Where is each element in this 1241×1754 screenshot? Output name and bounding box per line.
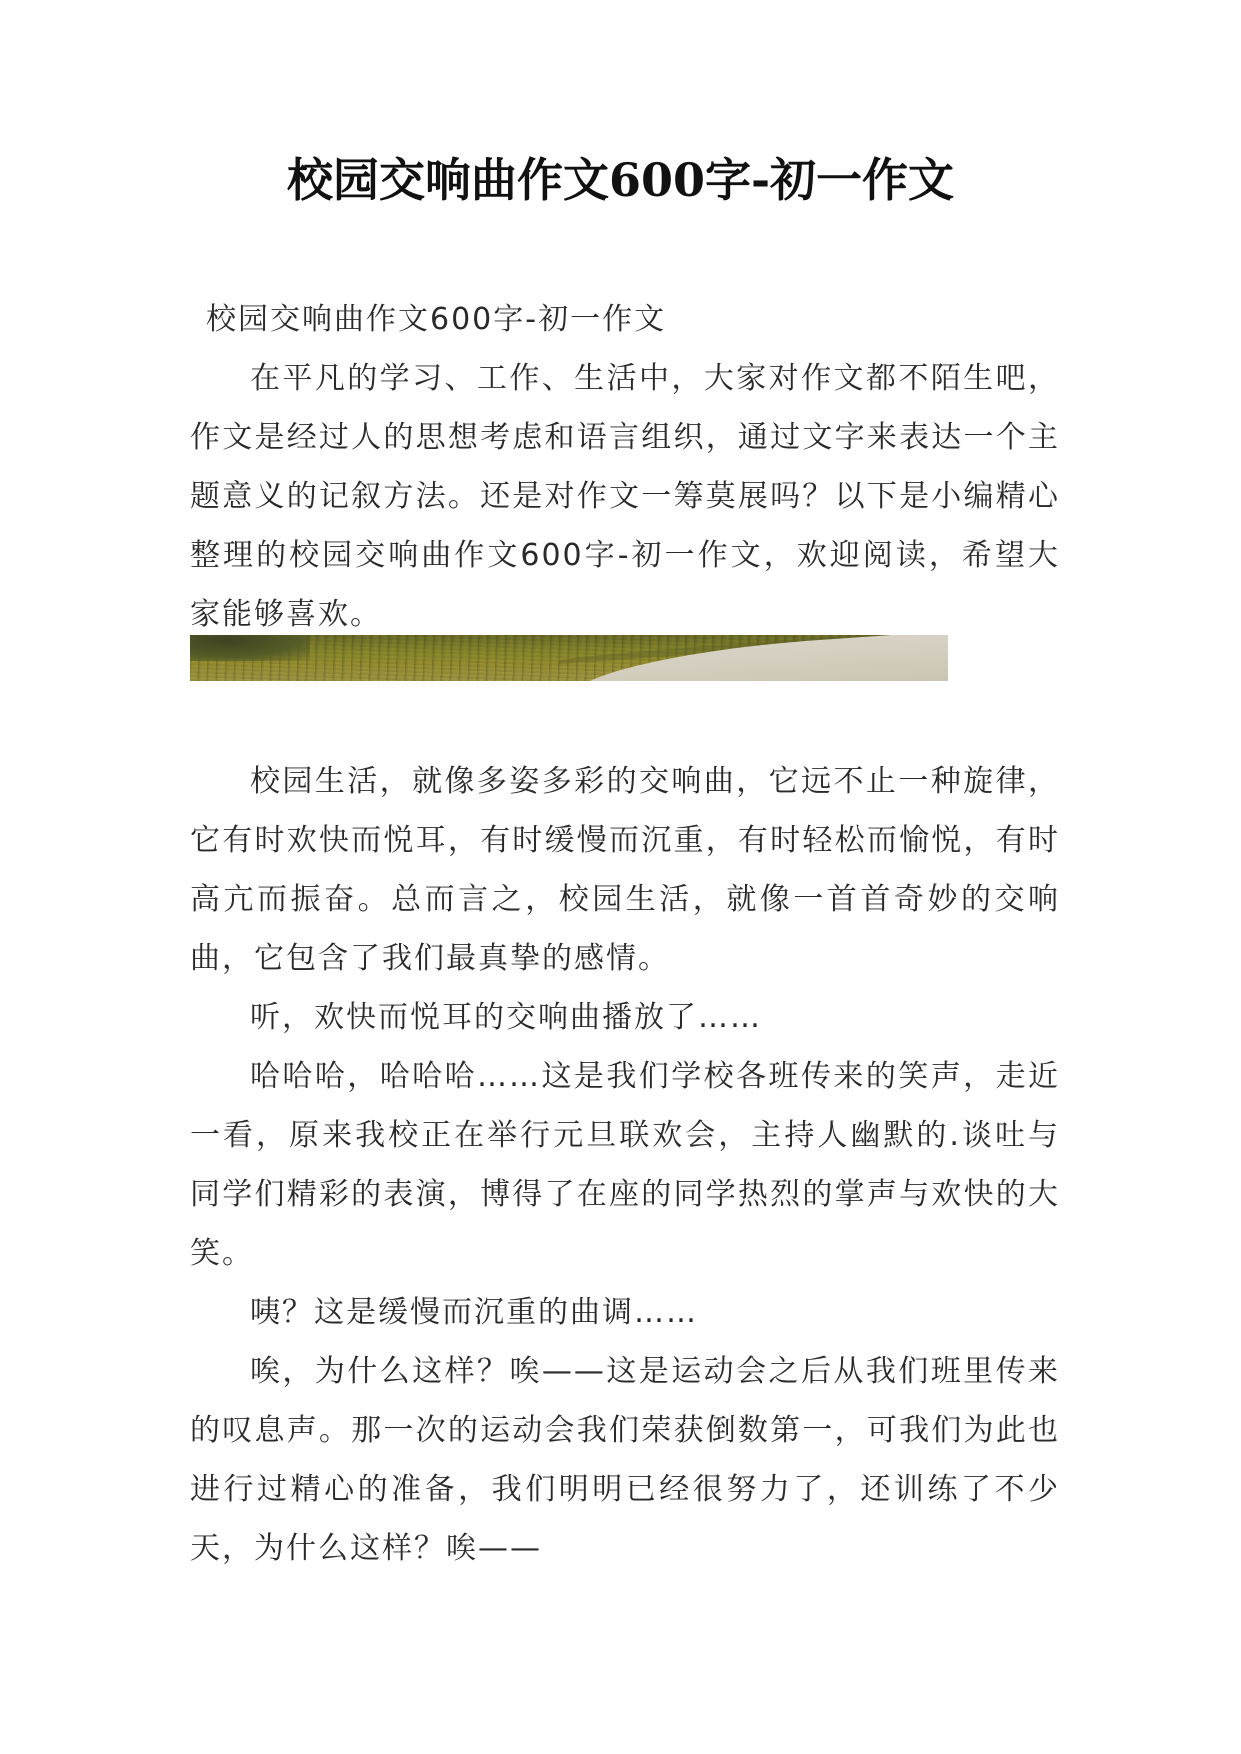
body-paragraph: 咦？这是缓慢而沉重的曲调…… [250,1295,698,1330]
body-paragraph: 唉，为什么这样？唉——这是运动会之后从我们班里传来的叹息声。那一次的运动会我们荣获倒数第一，可我们为此也进行过精心的准备，我们明明已经很努力了，还训练了不少天，为什么这样？唉—— [190,1354,1060,1566]
document-subtitle: 校园交响曲作文600字-初一作文 [206,302,667,337]
body-paragraph: 听，欢快而悦耳的交响曲播放了…… [250,1000,762,1035]
essay-body [190,752,1060,1578]
document-title: 校园交响曲作文600字-初一作文 [286,153,955,207]
intro-paragraph: 在平凡的学习、工作、生活中，大家对作文都不陌生吧，作文是经过人的思想考虑和语言组织，通过文字来表达一个主题意义的记叙方法。还是对作文一筹莫展吗？以下是小编精心整理的校园交响曲作文600字-初一作文，欢迎阅读，希望大家能够喜欢。 [190,361,1060,632]
tree-shadow [190,635,310,661]
intro-section [190,290,1060,644]
body-paragraph: 哈哈哈，哈哈哈……这是我们学校各班传来的笑声，走近一看，原来我校正在举行元旦联欢会，主持人幽默的.谈吐与同学们精彩的表演，博得了在座的同学热烈的掌声与欢快的大笑。 [190,1059,1060,1271]
body-paragraph: 校园生活，就像多姿多彩的交响曲，它远不止一种旋律，它有时欢快而悦耳，有时缓慢而沉重，有时轻松而愉悦，有时高亢而振奋。总而言之，校园生活，就像一首首奇妙的交响曲，它包含了我们最真挚的感情。 [190,764,1060,976]
campus-lawn-image [190,635,948,681]
